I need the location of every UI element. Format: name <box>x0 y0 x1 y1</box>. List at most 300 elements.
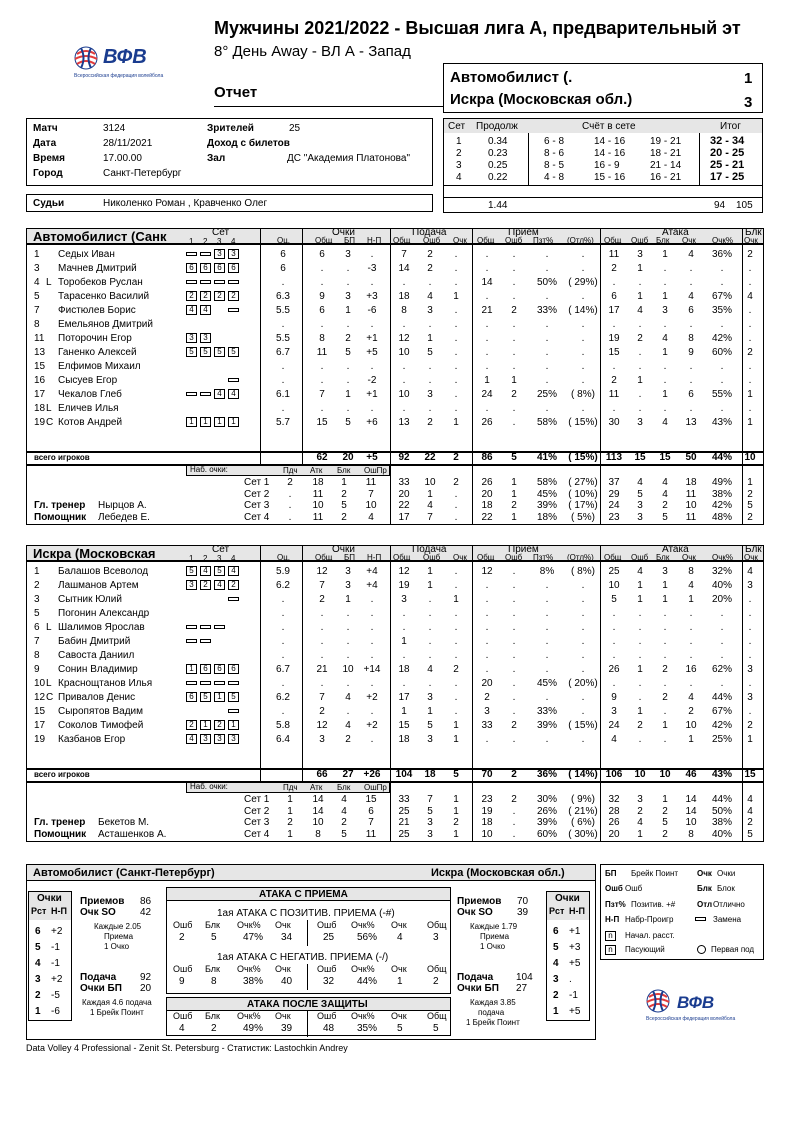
stat-r-exc: . <box>581 706 585 717</box>
stat-a-err: 1 <box>637 594 643 605</box>
stat-r-tot: . <box>485 622 489 633</box>
team2-subcol-a_pct: Очк% <box>712 553 734 562</box>
set-stat-a-err: 4 <box>637 817 643 828</box>
total-p-bp: 27 <box>342 769 354 780</box>
stat-r-pos: . <box>545 580 549 591</box>
team1-subcol-a_pts: Очк <box>682 236 696 245</box>
stat-r-err: . <box>512 319 516 330</box>
total-r-tot: 70 <box>481 769 493 780</box>
set-stat-b-pts: 4 <box>747 805 753 817</box>
stat-p-tot: 7 <box>319 389 325 400</box>
set-stat-s-err: 7 <box>427 511 433 523</box>
stat-p-tot: . <box>320 622 324 633</box>
stat-p-tot: 7 <box>319 692 325 703</box>
set-stat-a-pct: 50% <box>711 805 732 817</box>
set-number: 4 <box>456 172 462 183</box>
right-rot-rst: Рст <box>549 906 565 916</box>
set-stat-r-pos: 39% <box>536 817 557 828</box>
player-number: 7 <box>34 305 40 316</box>
team1-subcol-p_np: Н-П <box>367 236 382 245</box>
set-stat-pdch: 2 <box>287 477 293 488</box>
set-stat-a-tot: 32 <box>608 794 620 805</box>
stat-r-exc: . <box>581 650 585 661</box>
stat-r-tot: 12 <box>481 566 493 577</box>
set-partial-1: 8 - 5 <box>544 160 565 171</box>
stat-b-pts: 3 <box>747 664 753 675</box>
stat-r-pos: 45% <box>536 678 557 689</box>
set-stat-oshpr: 15 <box>365 794 377 805</box>
player-number: 17 <box>34 389 46 400</box>
team1-subcol-r_pos: Пзт% <box>533 236 554 245</box>
set-stat-a-pct: 42% <box>711 500 732 511</box>
income-label: Доход с билетов <box>207 138 290 149</box>
rotation-np: +2 <box>51 974 63 985</box>
set-partial-3: 18 - 21 <box>650 148 682 159</box>
sets-header-result: Итог <box>720 121 741 132</box>
spectators-value: 25 <box>289 123 301 134</box>
starting-position: 6 <box>214 664 225 674</box>
stat-a-pct: . <box>720 678 724 689</box>
legend-bp-text: Брейк Поинт <box>631 869 679 878</box>
right-rot-title: Очки <box>555 893 580 904</box>
stat-a-err: . <box>638 361 642 372</box>
stat-r-exc: . <box>581 375 585 386</box>
total-a-tot: 106 <box>605 769 623 780</box>
sets-total-duration: 1.44 <box>488 200 508 211</box>
stat-p-bp: . <box>346 678 350 689</box>
attack-stat-header: Очк <box>275 964 291 974</box>
stat-s-pts: . <box>454 277 458 288</box>
stat-b-pts: . <box>748 375 752 386</box>
team1-col-reception: Прием <box>508 227 539 238</box>
stat-s-err: 2 <box>427 263 433 274</box>
stat-s-tot: . <box>402 277 406 288</box>
sets-header-duration: Продолж <box>476 121 518 132</box>
stat-r-exc: . <box>581 580 585 591</box>
stat-a-err: . <box>638 692 642 703</box>
stat-r-tot: 14 <box>481 277 493 288</box>
stat-s-err: . <box>428 277 432 288</box>
attack-stat-header: Очк% <box>237 1011 261 1021</box>
scoreboard-team1: Автомобилист (. <box>450 69 573 86</box>
stat-p-tot: . <box>320 678 324 689</box>
stat-r-tot: . <box>485 636 489 647</box>
stat-s-tot: 12 <box>398 566 410 577</box>
player-name: Котов Андрей <box>58 417 123 428</box>
legend-osh: Ошб <box>605 884 623 893</box>
stat-a-pts: . <box>689 403 693 414</box>
left-so: 42 <box>140 907 152 918</box>
stat-r-tot: . <box>485 650 489 661</box>
stat-a-pct: 25% <box>711 734 732 745</box>
set-stat-r-exc: ( 6%) <box>571 817 595 828</box>
stat-a-tot: . <box>612 277 616 288</box>
stat-oc: 6 <box>280 263 286 274</box>
stat-a-pts: 4 <box>688 580 694 591</box>
player-number: 8 <box>34 319 40 330</box>
stat-r-pos: . <box>545 333 549 344</box>
stat-a-tot: 9 <box>611 692 617 703</box>
substitution-mark <box>214 681 225 685</box>
stat-p-bp: . <box>346 361 350 372</box>
stat-p-bp: . <box>346 608 350 619</box>
attack-stat-value: 1 <box>397 976 403 987</box>
stat-a-pct: . <box>720 403 724 414</box>
stat-a-pct: 36% <box>711 249 732 260</box>
stat-s-pts: . <box>454 375 458 386</box>
stat-s-err: . <box>428 594 432 605</box>
stat-oc: . <box>281 403 285 414</box>
total-r-pos: 41% <box>536 452 557 463</box>
attack-stat-value: 3 <box>433 932 439 943</box>
starting-position: 1 <box>200 720 211 730</box>
nab-label: Наб. очки: <box>190 465 228 474</box>
right-each3: 1 Очко <box>480 942 506 951</box>
substitution-mark <box>186 639 197 643</box>
stat-a-err: 3 <box>637 249 643 260</box>
stat-s-err: . <box>428 650 432 661</box>
rotation-number: 6 <box>553 926 559 937</box>
left-rot-rst: Рст <box>31 906 47 916</box>
stat-s-tot: 18 <box>398 291 410 302</box>
player-name: Соколов Тимофей <box>58 720 144 731</box>
attack-stat-header: Очк <box>391 1011 407 1021</box>
stat-a-tot: 30 <box>608 417 620 428</box>
player-name: Еличев Илья <box>58 403 119 414</box>
starting-position: 4 <box>228 566 239 576</box>
stat-b-pts: . <box>748 650 752 661</box>
set-stat-b-pts: 2 <box>747 488 753 500</box>
stat-a-pts: 6 <box>688 305 694 316</box>
scoreboard-team1-sets: 1 <box>744 70 753 87</box>
stat-r-pos: . <box>545 664 549 675</box>
stat-b-pts: 2 <box>747 347 753 358</box>
starting-position: 4 <box>214 580 225 590</box>
player-name: Елфимов Михаил <box>58 361 141 372</box>
stat-s-err: 1 <box>427 706 433 717</box>
set-stat-s-tot: 22 <box>398 500 410 511</box>
match-time: 17.00.00 <box>103 153 142 164</box>
stat-a-pct: 43% <box>711 417 732 428</box>
stat-p-np: +4 <box>366 566 378 577</box>
stat-r-pos: . <box>545 291 549 302</box>
team2-col-set: Сет <box>212 544 230 555</box>
stat-r-exc: . <box>581 333 585 344</box>
legend-np-text: Набр-Проигр <box>625 915 674 924</box>
set-stat-a-err: 1 <box>637 828 643 840</box>
player-name: Фистюлев Борис <box>58 305 136 316</box>
stat-b-pts: . <box>748 333 752 344</box>
stat-r-pos: . <box>545 650 549 661</box>
substitution-mark <box>200 392 211 396</box>
starting-position: 4 <box>200 566 211 576</box>
total-a-blk: 10 <box>659 769 671 780</box>
stat-p-np: . <box>370 678 374 689</box>
attack-stat-header: Блк <box>205 1011 220 1021</box>
match-number: 3124 <box>103 123 126 134</box>
sets-header-score: Счёт в сете <box>582 121 636 132</box>
legend-box <box>600 864 764 960</box>
player-number: 19 <box>34 417 46 428</box>
stat-r-pos: . <box>545 361 549 372</box>
stat-a-tot: . <box>612 678 616 689</box>
team2-col-reception: Прием <box>508 544 539 555</box>
total-a-err: 10 <box>634 769 646 780</box>
substitution-mark <box>214 280 225 284</box>
stat-p-tot: 15 <box>316 417 328 428</box>
summary-team1: Автомобилист (Санкт-Петербург) <box>33 867 215 879</box>
attack-stat-value: 32 <box>323 976 335 987</box>
stat-a-tot: 11 <box>608 249 620 260</box>
stat-p-bp: 3 <box>345 291 351 302</box>
total-a-tot: 113 <box>605 452 623 463</box>
stat-s-err: . <box>428 636 432 647</box>
stat-b-pts: . <box>748 636 752 647</box>
sets-table <box>443 118 763 213</box>
set-stat-pdch: . <box>288 500 292 511</box>
rotation-np: +1 <box>569 926 581 937</box>
stat-p-bp: 2 <box>345 333 351 344</box>
stat-a-pts: . <box>689 622 693 633</box>
stat-r-err: . <box>512 417 516 428</box>
stat-oc: 6.2 <box>276 580 290 591</box>
right-bp: 27 <box>516 983 528 994</box>
set-stat-blk: 5 <box>341 500 347 511</box>
stat-p-bp: 1 <box>345 594 351 605</box>
stat-a-pct: 67% <box>711 706 732 717</box>
player-name: Чекалов Глеб <box>58 389 122 400</box>
stat-a-pct: . <box>720 650 724 661</box>
stat-oc: 6.1 <box>276 389 290 400</box>
total-r-exc: ( 14%) <box>568 769 598 780</box>
stat-r-pos: . <box>545 734 549 745</box>
substitution-mark <box>200 252 211 256</box>
stat-a-pct: 55% <box>711 389 732 400</box>
stat-r-err: . <box>512 403 516 414</box>
player-number: 5 <box>34 608 40 619</box>
stat-oc: 5.8 <box>276 720 290 731</box>
referees-box <box>26 194 433 212</box>
stat-r-pos: . <box>545 608 549 619</box>
set-row-label: Сет 4 <box>244 511 270 523</box>
stat-oc: 5.5 <box>276 305 290 316</box>
stat-s-tot: 7 <box>401 249 407 260</box>
stat-r-pos: . <box>545 636 549 647</box>
set-stat-r-tot: 18 <box>481 817 493 828</box>
stat-s-tot: 1 <box>401 706 407 717</box>
left-each1: Каждые 2.05 <box>94 922 142 931</box>
stat-a-pts: . <box>689 375 693 386</box>
stat-r-tot: 33 <box>481 720 493 731</box>
stat-p-tot: . <box>320 263 324 274</box>
starting-position: 1 <box>186 664 197 674</box>
stat-a-err: 3 <box>637 417 643 428</box>
starting-position: 6 <box>228 664 239 674</box>
team2-subcol-p_bp: БП <box>344 553 355 562</box>
set-stat-s-err: 10 <box>424 477 436 488</box>
set-stat-a-err: 5 <box>637 488 643 500</box>
assistant-label: Помощник <box>34 829 87 840</box>
right-so-label: Очк SO <box>457 907 493 918</box>
stat-a-blk: . <box>663 622 667 633</box>
stat-a-blk: . <box>663 361 667 372</box>
match-label: Матч <box>33 123 58 134</box>
stat-a-pts: 4 <box>688 692 694 703</box>
stat-a-pts: 6 <box>688 389 694 400</box>
stat-s-pts: . <box>454 692 458 703</box>
stat-s-pts: 1 <box>453 734 459 745</box>
nab-header: ОшПр <box>364 466 387 475</box>
total-a-pts: 46 <box>685 769 697 780</box>
stat-s-tot: . <box>402 403 406 414</box>
stat-r-exc: . <box>581 608 585 619</box>
match-city: Санкт-Петербург <box>103 168 182 179</box>
stat-s-err: 2 <box>427 417 433 428</box>
page-subtitle: 8° День Away - ВЛ А - Запад <box>214 43 411 60</box>
stat-s-tot: 18 <box>398 734 410 745</box>
stat-r-exc: . <box>581 622 585 633</box>
total-a-pts: 50 <box>685 452 697 463</box>
attack-stat-header: Общ <box>427 920 447 930</box>
set-stat-a-blk: 5 <box>662 511 668 523</box>
stat-b-pts: . <box>748 622 752 633</box>
legend-otl-text: Отлично <box>713 900 745 909</box>
stat-oc: 6.2 <box>276 692 290 703</box>
stat-a-tot: . <box>612 319 616 330</box>
set-stat-r-pos: 30% <box>536 794 557 805</box>
player-name: Сытник Юлий <box>58 594 122 605</box>
stat-a-tot: 2 <box>611 263 617 274</box>
legend-setter-icon: n <box>605 945 616 955</box>
set-stat-r-exc: ( 9%) <box>571 794 595 805</box>
team2-subcol-a_blk: Блк <box>656 553 670 562</box>
stat-r-exc: . <box>581 347 585 358</box>
rotation-number: 6 <box>35 926 41 937</box>
stat-r-exc: . <box>581 594 585 605</box>
team1-subcol-a_pct: Очк% <box>712 236 734 245</box>
stat-s-err: 1 <box>427 333 433 344</box>
player-number: 1 <box>34 249 40 260</box>
set-row-label: Сет 2 <box>244 805 270 817</box>
rotation-number: 2 <box>35 990 41 1001</box>
starting-position: 1 <box>186 417 197 427</box>
attack-stat-header: Ошб <box>173 920 193 930</box>
starting-position: 6 <box>214 263 225 273</box>
set-stat-atk: 8 <box>315 828 321 840</box>
totals-label: всего игроков <box>34 453 90 462</box>
stat-a-err: 2 <box>637 333 643 344</box>
stat-a-err: 1 <box>637 580 643 591</box>
stat-s-err: . <box>428 403 432 414</box>
stat-r-tot: 2 <box>484 692 490 703</box>
stat-p-np: +1 <box>366 333 378 344</box>
set-stat-a-pts: 8 <box>688 828 694 840</box>
set-stat-a-pct: 38% <box>711 488 732 500</box>
stat-p-np: +14 <box>363 664 381 675</box>
substitution-mark <box>228 308 239 312</box>
stat-a-blk: 1 <box>662 594 668 605</box>
set-stat-s-err: 3 <box>427 817 433 828</box>
set-stat-r-err: . <box>512 828 516 840</box>
attack-stat-header: Очк% <box>237 964 261 974</box>
left-so-label: Очк SO <box>80 907 116 918</box>
set-stat-b-pts: 4 <box>747 794 753 805</box>
rotation-number: 4 <box>35 958 41 969</box>
set-stat-a-err: 2 <box>637 805 643 817</box>
stat-a-pct: 35% <box>711 305 732 316</box>
stat-a-pct: . <box>720 636 724 647</box>
attack-stat-header: Ошб <box>173 1011 193 1021</box>
stat-r-exc: . <box>581 263 585 274</box>
starting-position: 2 <box>228 291 239 301</box>
player-number: 15 <box>34 706 46 717</box>
stat-s-pts: . <box>454 566 458 577</box>
team1-subcol-r_err: Ошб <box>505 236 523 245</box>
total-r-err: 2 <box>511 769 517 780</box>
stat-r-exc: . <box>581 291 585 302</box>
set-stat-s-pts: 1 <box>453 794 459 805</box>
stat-r-exc: . <box>581 361 585 372</box>
stat-s-pts: . <box>454 608 458 619</box>
team2-name: Искра (Московская <box>33 546 156 561</box>
stat-a-blk: 4 <box>662 417 668 428</box>
team2-col-points: Очки <box>332 544 355 555</box>
logo-caption: Всероссийская федерация волейбола <box>74 73 164 79</box>
stat-a-tot: 10 <box>608 580 620 591</box>
player-name: Емельянов Дмитрий <box>58 319 153 330</box>
nab-header: Пдч <box>283 783 298 792</box>
time-label: Время <box>33 153 65 164</box>
stat-a-err: 1 <box>637 706 643 717</box>
summary-team2: Искра (Московская обл.) <box>431 867 565 879</box>
set-row-label: Сет 3 <box>244 817 270 828</box>
set-stat-r-exc: ( 21%) <box>568 805 598 817</box>
stat-p-np: . <box>370 650 374 661</box>
attack-stat-value: 49% <box>243 1023 264 1034</box>
set-stat-s-err: 5 <box>427 805 433 817</box>
set-stat-atk: 14 <box>312 794 324 805</box>
rotation-number: 5 <box>553 942 559 953</box>
stat-r-pos: 33% <box>536 706 557 717</box>
player-number: 11 <box>34 333 45 344</box>
set-stat-a-pct: 44% <box>711 794 732 805</box>
set-stat-pdch: 1 <box>287 828 293 840</box>
rotation-number: 2 <box>553 990 559 1001</box>
stat-r-exc: . <box>581 249 585 260</box>
stat-b-pts: 3 <box>747 692 753 703</box>
stat-a-err: . <box>638 650 642 661</box>
set-stat-s-tot: 17 <box>398 511 410 523</box>
set-row-label: Сет 1 <box>244 477 270 488</box>
attack-stat-header: Очк% <box>237 920 261 930</box>
stat-r-exc: ( 15%) <box>568 720 598 731</box>
total-r-err: 5 <box>511 452 517 463</box>
stat-a-pct: 60% <box>711 347 732 358</box>
report-label: Отчет <box>214 84 258 101</box>
legend-start-text: Начал. расст. <box>625 931 675 940</box>
legend-sub-text: Замена <box>713 915 742 924</box>
referees-label: Судьи <box>33 198 65 209</box>
rotation-number: 1 <box>35 1006 41 1017</box>
total-s-pts: 2 <box>453 452 459 463</box>
team1-subcol-p_tot: Общ <box>315 236 333 245</box>
stat-a-err: . <box>638 277 642 288</box>
stat-r-exc: ( 15%) <box>568 417 598 428</box>
attack-stat-header: Очк% <box>351 920 375 930</box>
stat-a-err: 4 <box>637 566 643 577</box>
starting-position: 6 <box>186 692 197 702</box>
set-stat-r-err: 1 <box>511 511 517 523</box>
